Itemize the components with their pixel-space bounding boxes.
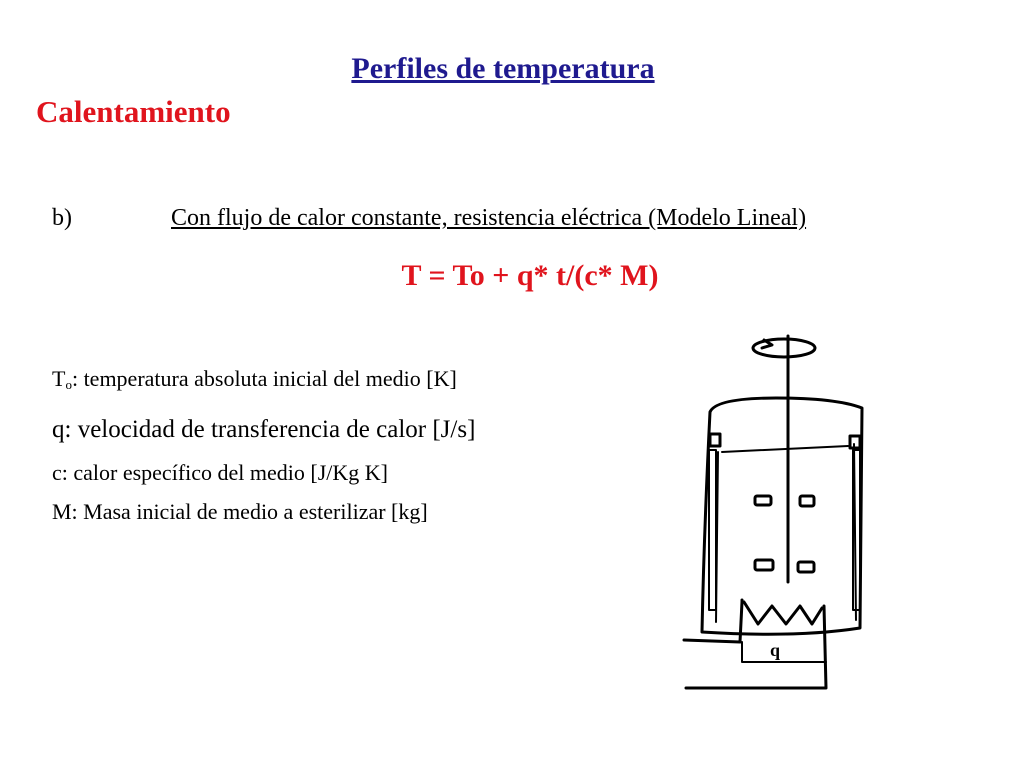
vessel-inner-wall	[716, 444, 856, 622]
definition-to-symbol: T	[52, 366, 66, 391]
heater-wire-left	[684, 600, 742, 642]
definition-to-text: : temperatura absoluta inicial del medio [K]	[71, 366, 457, 391]
heater-label: q	[770, 640, 781, 660]
list-item-marker: b)	[52, 205, 72, 231]
heater-circuit	[742, 642, 826, 662]
rotation-arrow-icon	[753, 339, 815, 357]
impeller-blade-lower-left	[755, 560, 773, 570]
impeller-blade-upper-right	[800, 496, 814, 506]
definition-q: q: velocidad de transferencia de calor [J/s]	[52, 416, 476, 443]
baffle-left	[709, 450, 716, 610]
definition-to-subscript: o	[65, 377, 72, 392]
slide-title: Perfiles de temperatura	[351, 52, 655, 85]
heating-coil	[744, 602, 822, 624]
vessel-body	[702, 398, 862, 634]
temperature-equation: T = To + q* t/(c* M)	[401, 259, 659, 292]
baffle-left-top	[710, 434, 720, 446]
slide-subtitle: Calentamiento	[36, 94, 231, 129]
list-item-text: Con flujo de calor constante, resistencia eléctrica (Modelo Lineal)	[171, 205, 807, 231]
definition-c: c: calor específico del medio [J/Kg K]	[52, 460, 388, 485]
impeller-blade-upper-left	[755, 496, 771, 505]
definition-to	[52, 366, 457, 393]
liquid-level	[722, 446, 848, 452]
heated-vessel-diagram	[676, 332, 876, 702]
impeller-blade-lower-right	[798, 562, 814, 572]
definition-m: M: Masa inicial de medio a esterilizar [kg]	[52, 499, 428, 524]
